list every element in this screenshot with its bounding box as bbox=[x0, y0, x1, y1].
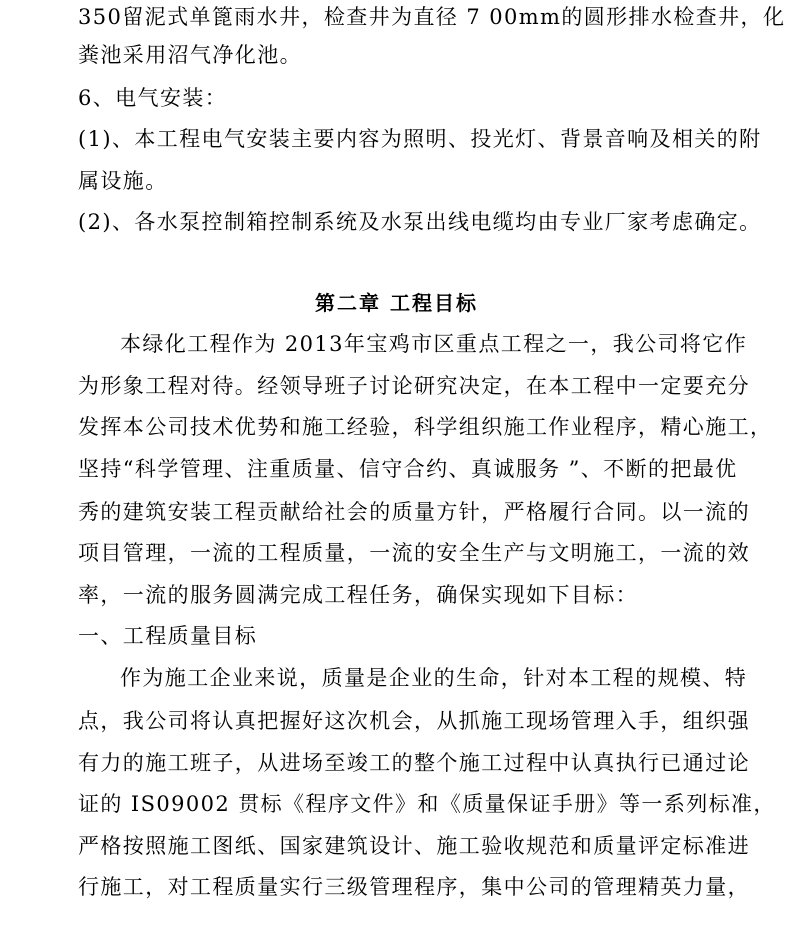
text-line: (1)、本工程电气安装主要内容为照明、投光灯、背景音响及相关的附 bbox=[78, 127, 762, 151]
paragraph-line: 率，一流的服务圆满完成工程任务，确保实现如下目标： bbox=[78, 583, 638, 607]
text-line: 属设施。 bbox=[78, 169, 168, 193]
paragraph-line: 证的 IS09002 贯标《程序文件》和《质量保证手册》等一系列标准， bbox=[78, 792, 776, 816]
chapter-title: 第二章 工程目标 bbox=[315, 291, 478, 315]
paragraph-line: 为形象工程对待。经领导班子讨论研究决定，在本工程中一定要充分 bbox=[78, 374, 750, 398]
paragraph-line: 有力的施工班子，从进场至竣工的整个施工过程中认真执行已通过论 bbox=[78, 751, 750, 775]
paragraph-line: 项目管理，一流的工程质量，一流的安全生产与文明施工，一流的效 bbox=[78, 541, 750, 565]
paragraph-line: 本绿化工程作为 2013年宝鸡市区重点工程之一，我公司将它作 bbox=[120, 332, 748, 356]
paragraph-line: 作为施工企业来说，质量是企业的生命，针对本工程的规模、特 bbox=[120, 666, 748, 690]
text-line: 350留泥式单篦雨水井，检查井为直径 7 00mm的圆形排水检查井，化 bbox=[78, 5, 786, 29]
paragraph-line: 严格按照施工图纸、国家建筑设计、施工验收规范和质量评定标准进 bbox=[78, 834, 750, 858]
paragraph-line: 行施工，对工程质量实行三级管理程序，集中公司的管理精英力量， bbox=[78, 875, 750, 899]
paragraph-line: 坚持“科学管理、注重质量、信守合约、真诚服务 ”、不断的把最优 bbox=[78, 457, 738, 481]
paragraph-line: 秀的建筑安装工程贡献给社会的质量方针，严格履行合同。以一流的 bbox=[78, 500, 750, 524]
paragraph-line: 点，我公司将认真把握好这次机会，从抓施工现场管理入手，组织强 bbox=[78, 709, 750, 733]
text-line: (2)、各水泵控制箱控制系统及水泵出线电缆均由专业厂家考虑确定。 bbox=[78, 210, 762, 234]
section-title: 一、工程质量目标 bbox=[78, 624, 258, 648]
paragraph-line: 发挥本公司技术优势和施工经验，科学组织施工作业程序，精心施工， bbox=[78, 415, 773, 439]
text-line: 6、电气安装： bbox=[78, 86, 228, 110]
text-line: 粪池采用沼气净化池。 bbox=[78, 43, 302, 67]
